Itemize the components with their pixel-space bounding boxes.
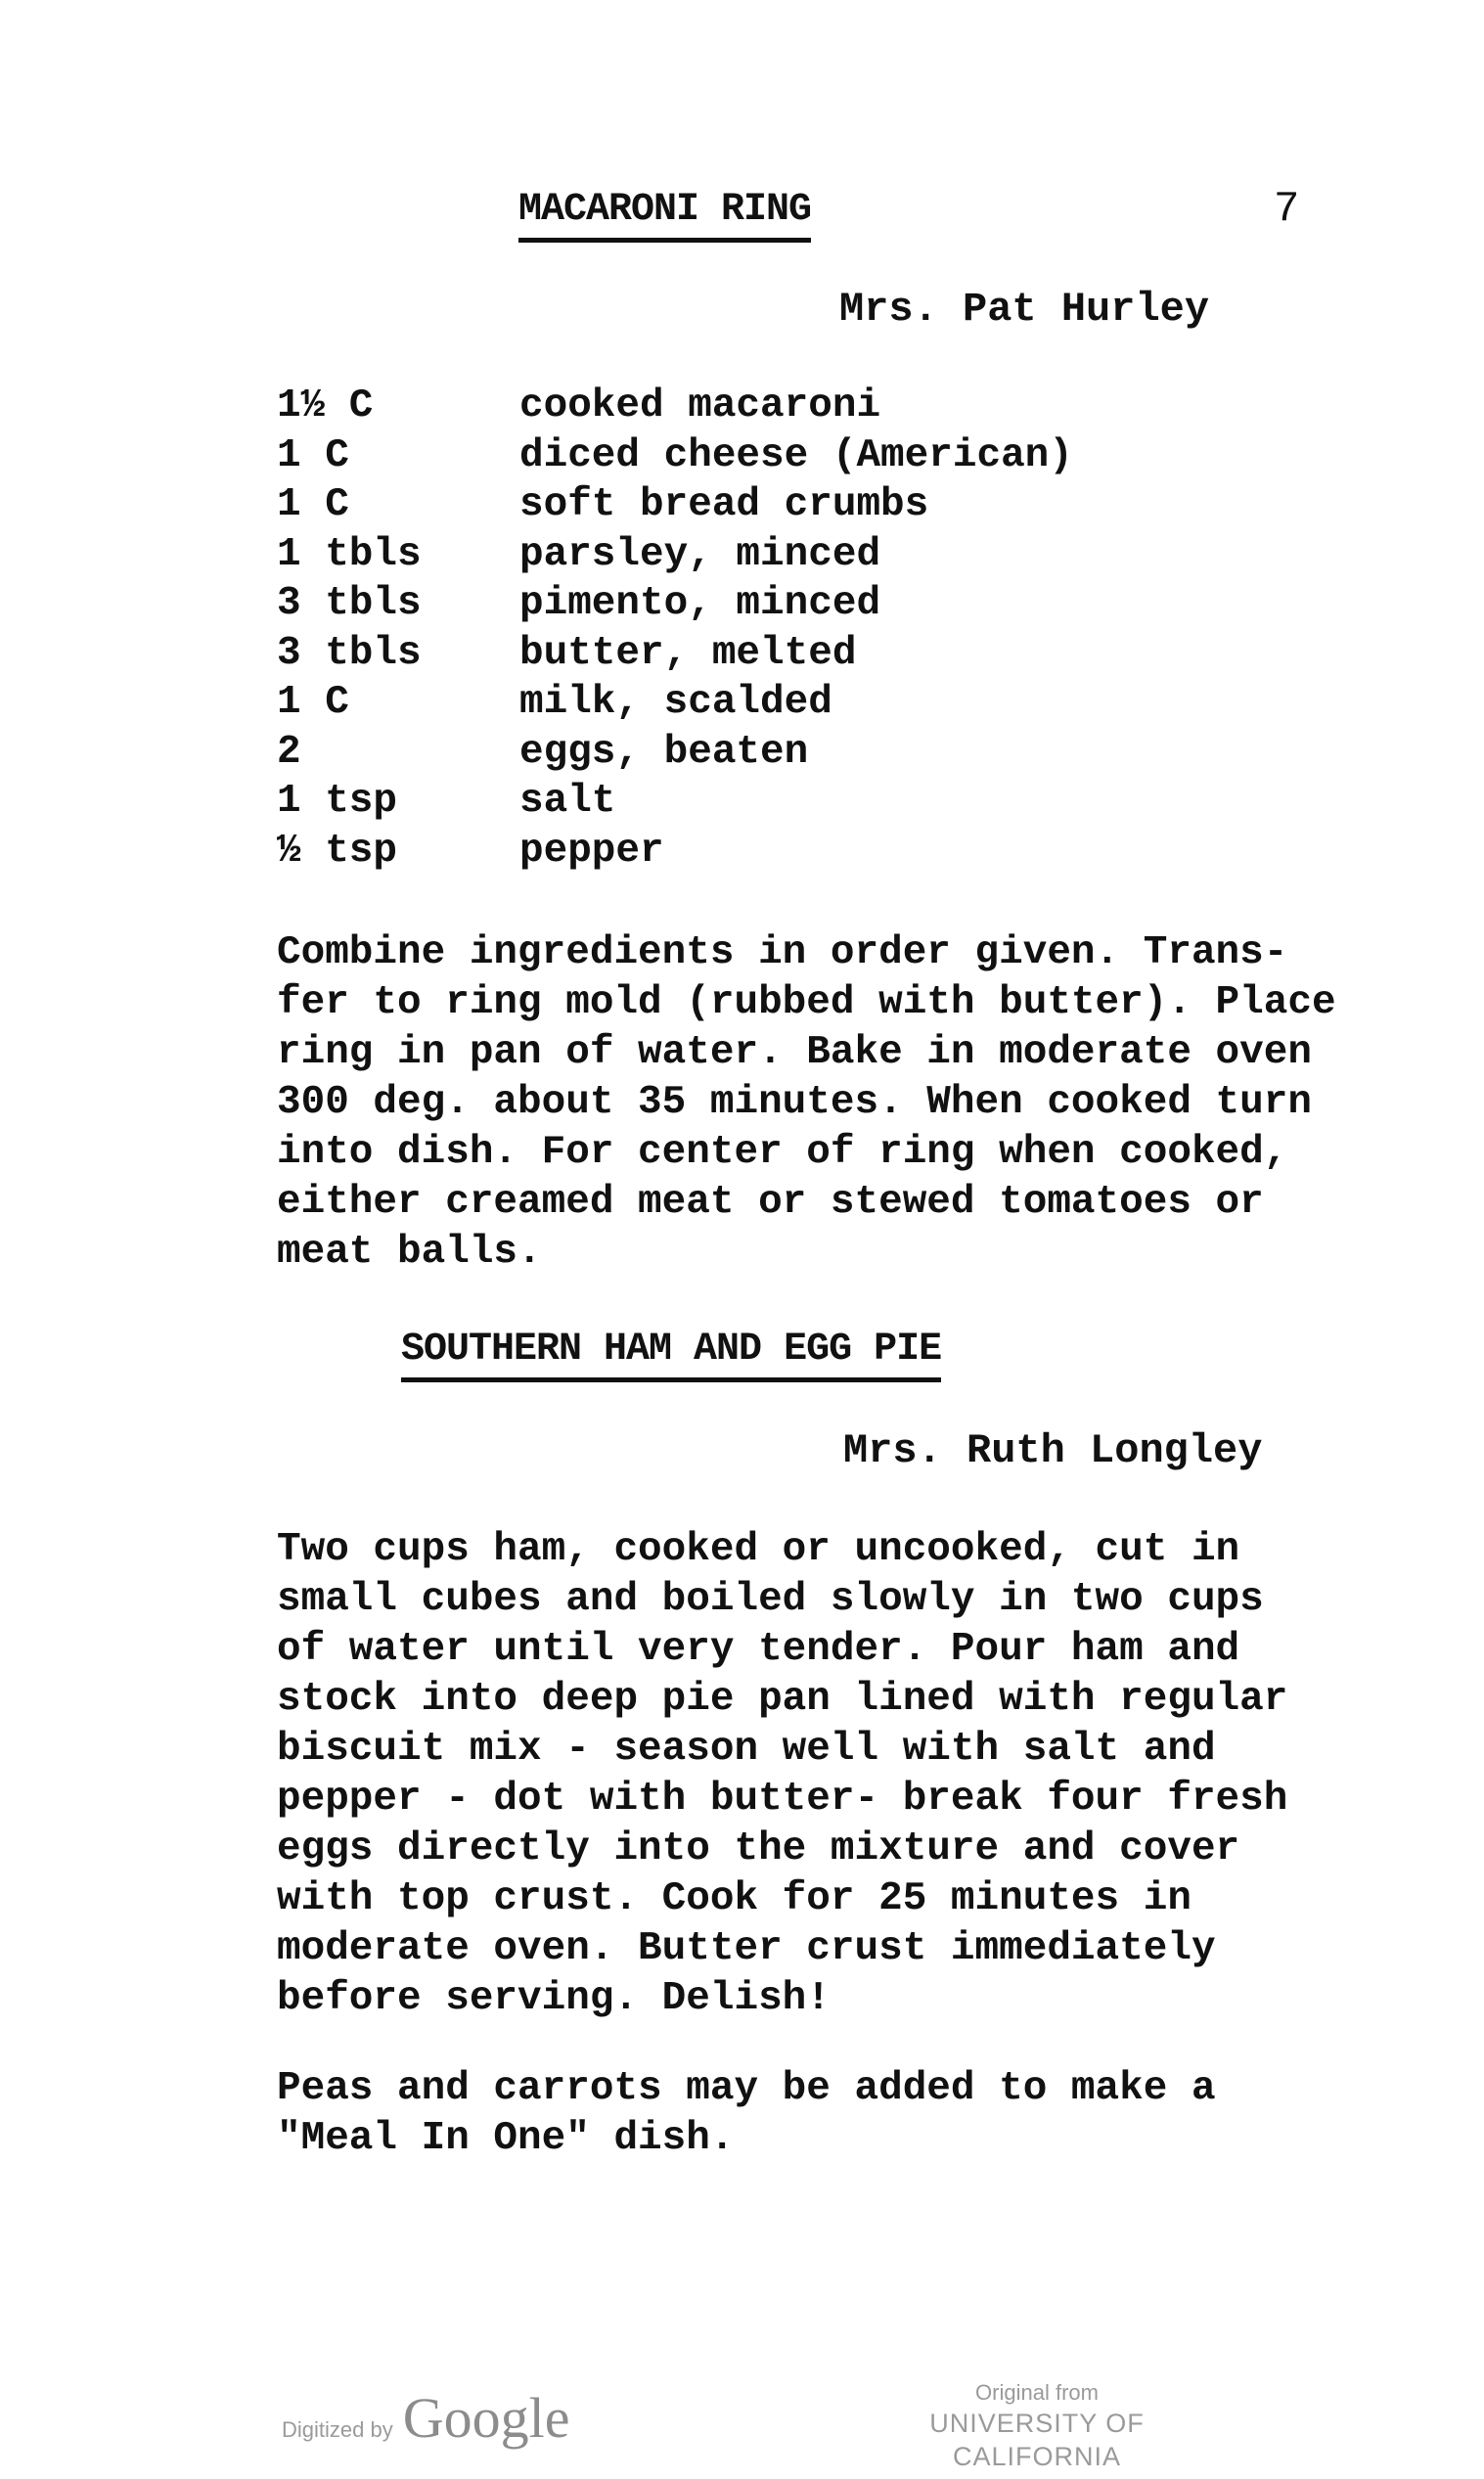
recipe-author-ham-and-egg-pie: Mrs. Ruth Longley bbox=[843, 1427, 1263, 1474]
ingredient-row bbox=[277, 827, 1073, 877]
ingredient-quantity: 1 tsp bbox=[277, 779, 398, 824]
recipe-author-macaroni-ring: Mrs. Pat Hurley bbox=[839, 286, 1210, 333]
recipe-title-ham-and-egg-pie: SOUTHERN HAM AND EGG PIE bbox=[401, 1330, 941, 1382]
ingredient-quantity: 1 C bbox=[277, 482, 349, 527]
ingredient-quantity: 1½ C bbox=[277, 383, 374, 428]
digitized-by-label: Digitized by bbox=[282, 2417, 393, 2442]
ingredient-name: cooked macaroni bbox=[519, 383, 881, 428]
ingredient-name: diced cheese (American) bbox=[519, 432, 1073, 478]
ingredient-row bbox=[277, 382, 1073, 431]
ingredient-name: eggs, beaten bbox=[519, 729, 809, 775]
ingredient-quantity: 2 bbox=[277, 729, 301, 775]
page-number: 7 bbox=[1274, 185, 1300, 234]
ingredient-name: salt bbox=[519, 779, 616, 824]
ingredient-name: pepper bbox=[519, 828, 664, 874]
university-label: UNIVERSITY OF CALIFORNIA bbox=[929, 2409, 1145, 2471]
digitized-by-watermark bbox=[282, 2385, 569, 2451]
ingredient-row bbox=[277, 678, 1073, 728]
ingredient-row bbox=[277, 629, 1073, 679]
ingredient-quantity: ½ tsp bbox=[277, 828, 398, 874]
ingredient-row bbox=[277, 777, 1073, 827]
ingredient-quantity: 3 tbls bbox=[277, 630, 422, 676]
recipe-title-macaroni-ring: MACARONI RING bbox=[518, 191, 811, 243]
ingredient-name: milk, scalded bbox=[519, 680, 832, 725]
ham-and-egg-pie-directions: Two cups ham, cooked or uncooked, cut in small cubes and boiled slowly in two cups of water until very tender. Pour ham and stock into deep pie pan lined with regular biscuit mix - season well with salt and pepper - dot with butter- break four fresh eggs directly into the mixture and cover with top crust. Cook for 25 minutes in moderate oven. Butter crust immediately before serving. Delish! bbox=[277, 1527, 1288, 2021]
ingredient-name: parsley, minced bbox=[519, 531, 881, 577]
google-logo: Google bbox=[402, 2386, 570, 2450]
ingredient-row bbox=[277, 579, 1073, 629]
ingredient-quantity: 1 C bbox=[277, 680, 349, 725]
ingredient-row bbox=[277, 480, 1073, 530]
ingredient-row bbox=[277, 728, 1073, 778]
macaroni-ring-directions: Combine ingredients in order given. Trans- fer to ring mold (rubbed with butter). Place ring in pan of water. Bake in moderate oven 300 deg. about 35 minutes. When cooked turn into dish. For center of ring when cooked, either creamed meat or stewed tomatoes or meat balls. bbox=[277, 930, 1336, 1275]
ingredient-quantity: 1 C bbox=[277, 432, 349, 478]
ingredient-list bbox=[277, 382, 1073, 876]
ingredient-name: butter, melted bbox=[519, 630, 857, 676]
ingredient-quantity: 1 tbls bbox=[277, 531, 422, 577]
ingredient-row bbox=[277, 431, 1073, 481]
ingredient-quantity: 3 tbls bbox=[277, 581, 422, 626]
ingredient-name: pimento, minced bbox=[519, 581, 881, 626]
original-source-watermark bbox=[861, 2379, 1213, 2473]
ingredient-name: soft bread crumbs bbox=[519, 482, 929, 527]
ingredient-row bbox=[277, 530, 1073, 580]
ham-and-egg-pie-note: Peas and carrots may be added to make a "Meal In One" dish. bbox=[277, 2066, 1216, 2161]
original-from-label: Original from bbox=[975, 2380, 1099, 2405]
